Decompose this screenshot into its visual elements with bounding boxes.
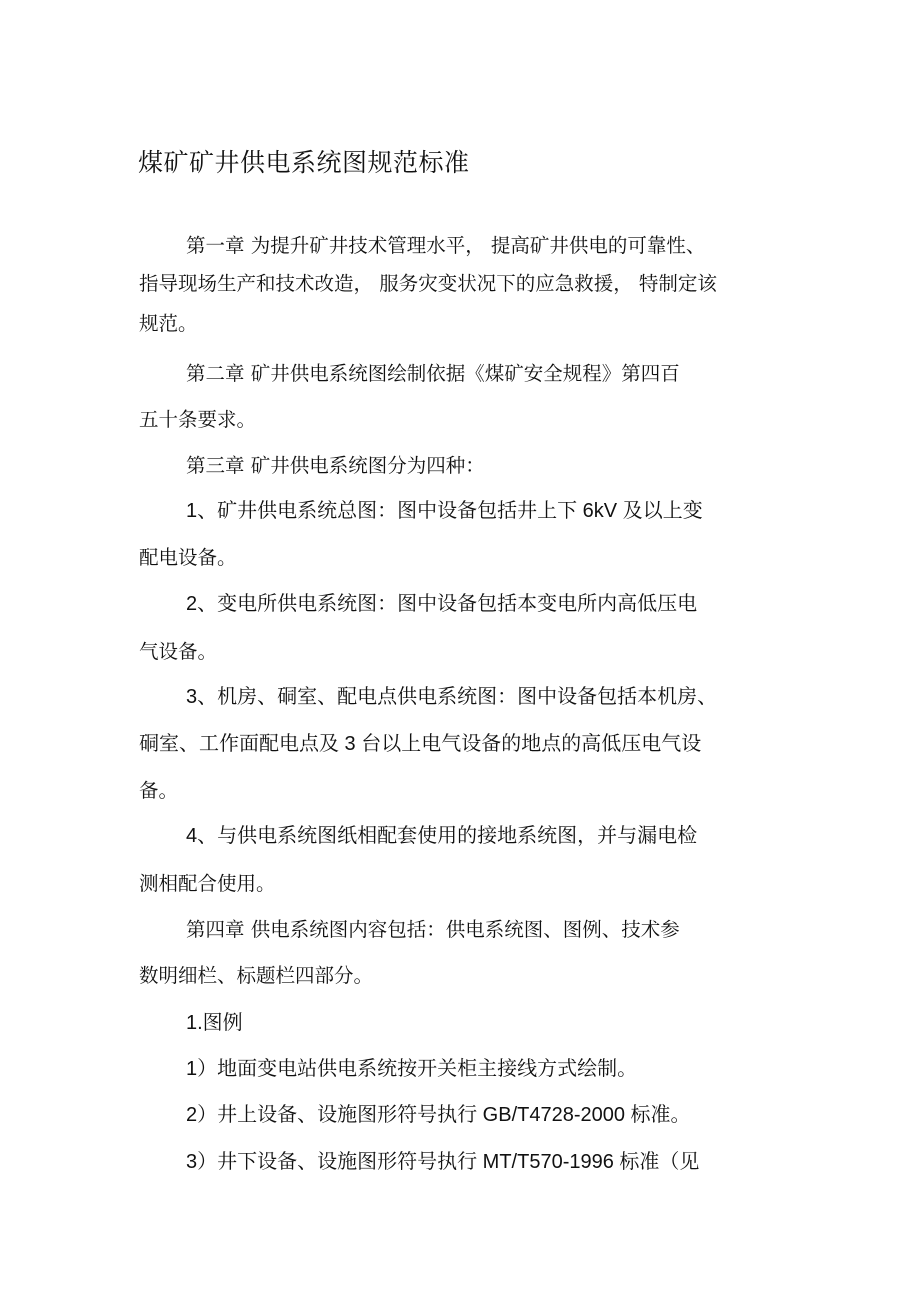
text-line: 2、变电所供电系统图：图中设备包括本变电所内高低压电 xyxy=(186,593,698,615)
text-line: 第一章 为提升矿井技术管理水平， 提高矿井供电的可靠性、 xyxy=(186,234,706,257)
document-title: 煤矿矿井供电系统图规范标准 xyxy=(138,148,470,177)
text-line: 指导现场生产和技术改造， 服务灾变状况下的应急救援， 特制定该 xyxy=(139,272,717,295)
text-line: 3）井下设备、设施图形符号执行 MT/T570-1996 标准（见 xyxy=(186,1151,700,1173)
text-line: 测相配合使用。 xyxy=(139,872,276,895)
text-line: 第四章 供电系统图内容包括：供电系统图、图例、技术参 xyxy=(186,918,680,941)
text-line: 1、矿井供电系统总图：图中设备包括井上下 6kV 及以上变 xyxy=(186,500,703,522)
text-line: 五十条要求。 xyxy=(139,408,257,431)
text-line: 2）井上设备、设施图形符号执行 GB/T4728-2000 标准。 xyxy=(186,1104,691,1126)
text-line: 数明细栏、标题栏四部分。 xyxy=(139,964,374,987)
text-line: 第三章 矿井供电系统图分为四种： xyxy=(186,454,485,477)
text-line: 1.图例 xyxy=(186,1012,243,1034)
text-line: 第二章 矿井供电系统图绘制依据《煤矿安全规程》第四百 xyxy=(186,362,680,385)
text-line: 4、与供电系统图纸相配套使用的接地系统图，并与漏电检 xyxy=(186,825,698,847)
text-line: 硐室、工作面配电点及 3 台以上电气设备的地点的高低压电气设 xyxy=(139,733,702,755)
text-line: 气设备。 xyxy=(139,640,218,663)
text-line: 备。 xyxy=(139,779,179,802)
text-line: 3、机房、硐室、配电点供电系统图：图中设备包括本机房、 xyxy=(186,686,718,708)
text-line: 1）地面变电站供电系统按开关柜主接线方式绘制。 xyxy=(186,1058,638,1080)
text-line: 配电设备。 xyxy=(139,546,237,569)
text-line: 规范。 xyxy=(139,312,198,335)
